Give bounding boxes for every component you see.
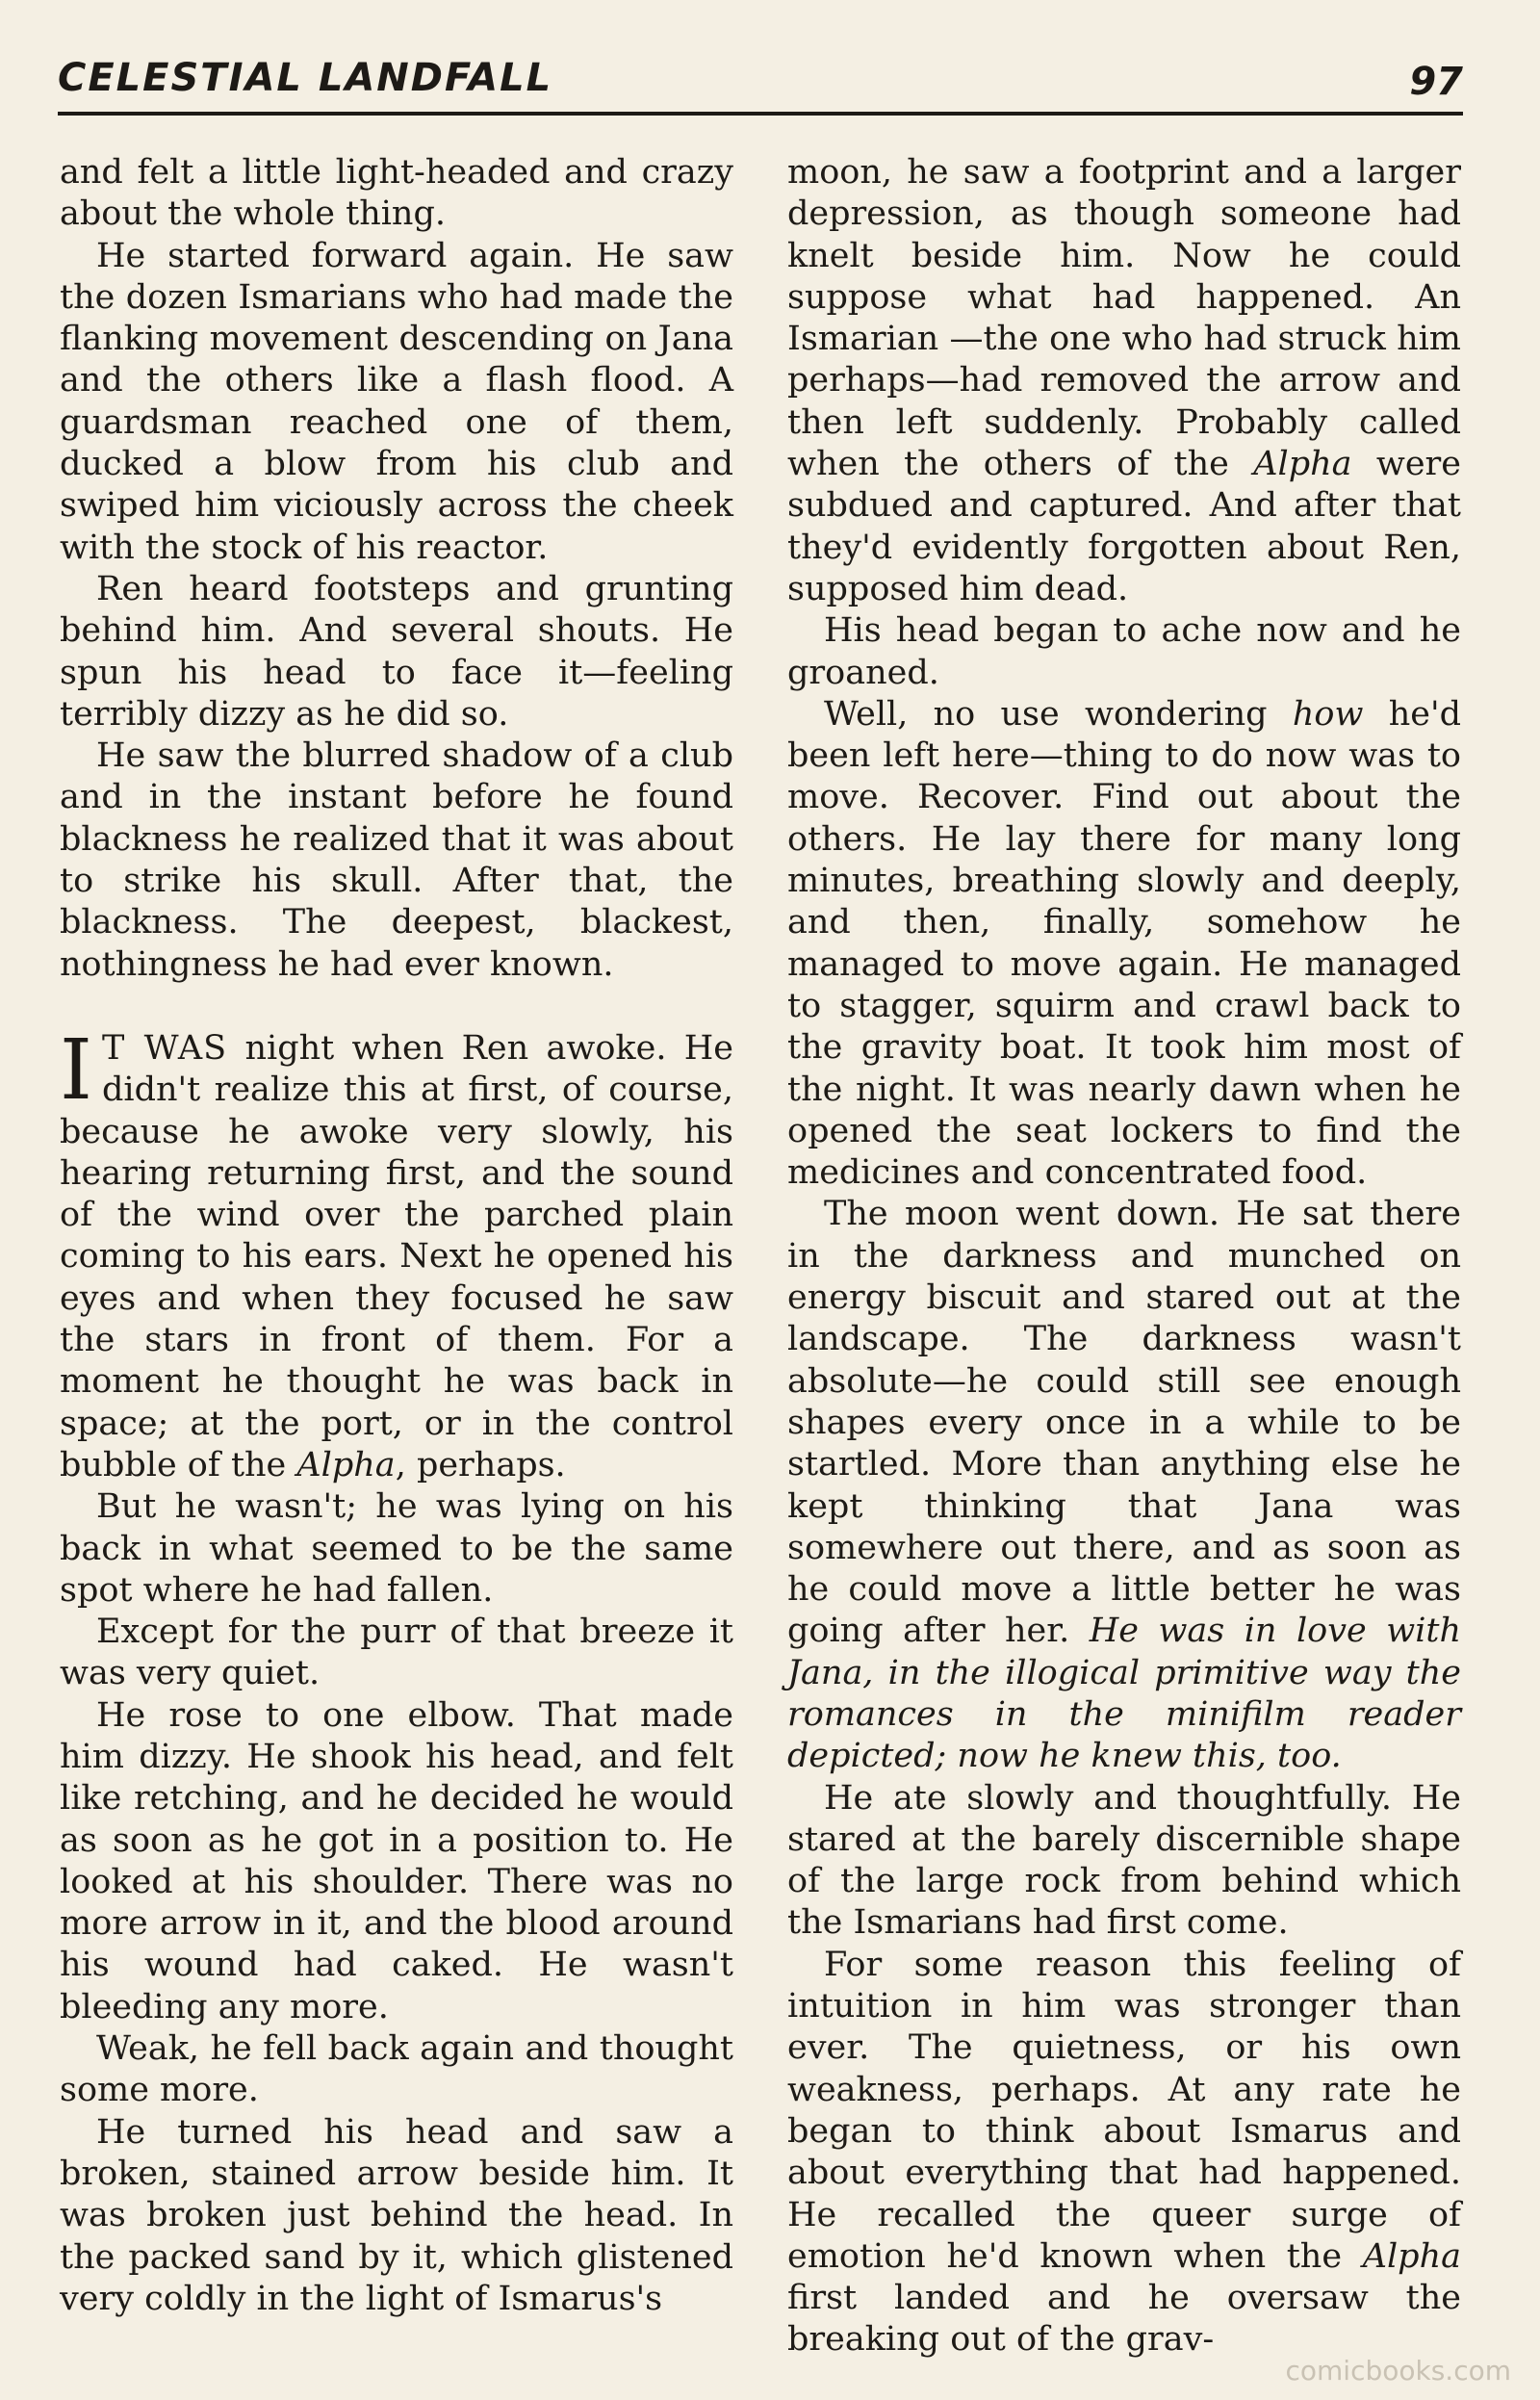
right-column bbox=[787, 152, 1461, 2361]
page-number: 97 bbox=[1409, 60, 1463, 104]
paragraph bbox=[787, 1194, 1461, 1777]
paragraph: He turned his head and saw a broken, stained arrow beside him. It was broken just behind the head. In the packed sand by it, which glistened very coldly in the light of Ismarus's bbox=[60, 2112, 733, 2318]
running-head: CELESTIAL LANDFALL bbox=[58, 56, 553, 100]
opening-caps: T WAS bbox=[101, 1028, 228, 1068]
paragraph-text: The moon went down. He sat there in the darkness and munched on energy biscuit and stared out at the landscape. The darkness wasn't absolute—he could still see enough shapes every once in a while to be startled. More than anything else he kept thinking that Jana was somewhere out there, and as soon as he could move a little better he was going after her. bbox=[787, 1195, 1461, 1651]
ship-name: Alpha bbox=[1253, 445, 1352, 484]
paragraph bbox=[787, 1945, 1461, 2361]
ship-name: Alpha bbox=[1362, 2236, 1461, 2276]
paragraph bbox=[787, 152, 1461, 610]
section-opening-paragraph bbox=[60, 1021, 733, 1486]
paragraph: He started forward again. He saw the dozen Ismarians who had made the flanking movement descending on Jana and the others like a flash flood. A guardsman reached one of them, ducked a blow from his club and swiped him viciously across the cheek with the stock of his reactor. bbox=[60, 236, 733, 567]
left-column bbox=[60, 152, 733, 2320]
paragraph-text: night when Ren awoke. He didn't realize this at first, of course, because he awoke very slowly, his hearing returning first, and the sound of the wind over the parched plain coming to his ears. Next he opened his eyes and when they focused he saw the stars in front of them. For a moment he thought he was back in space; at the port, or in the control bubble of the bbox=[60, 1028, 733, 1484]
paragraph-text: first landed and he oversaw the breaking out of the grav- bbox=[787, 2279, 1461, 2360]
paragraph: Ren heard footsteps and grunting behind him. And several shouts. He spun his head to face it—feeling terribly dizzy as he did so. bbox=[60, 569, 733, 734]
paragraph bbox=[787, 694, 1461, 1195]
paragraph: His head began to ache now and he groaned. bbox=[787, 611, 1461, 692]
paragraph: and felt a little light-headed and crazy about the whole thing. bbox=[60, 153, 733, 234]
paragraph: He rose to one elbow. That made him dizzy. He shook his head, and felt like retching, and he decided he would as soon as he got in a position to. He looked at his shoulder. There was no more arrow in it, and the blood around his wound had caked. He wasn't bleeding any more. bbox=[60, 1695, 733, 2026]
paragraph: He saw the blurred shadow of a club and in the instant before he found blackness he realized that it was about to strike his skull. After that, the blackness. The deepest, blackest, nothingness he had ever known. bbox=[60, 736, 733, 984]
paragraph-text: , perhaps. bbox=[395, 1445, 566, 1484]
drop-cap: I bbox=[60, 1021, 92, 1119]
italic-passage: He was in love with Jana, in the illogical primitive way the romances in the minifilm reader depicted; now he knew this, too. bbox=[787, 1612, 1461, 1776]
paragraph: He ate slowly and thoughtfully. He stared at the barely discernible shape of the large rock from behind which the Ismarians had first come. bbox=[787, 1778, 1461, 1943]
paragraph-text: he'd been left here—thing to do now was to move. Recover. Find out about the others. He lay there for many long minutes, breathing slowly and deeply, and then, finally, somehow he managed to move again. He managed to stagger, squirm and crawl back to the gravity boat. It took him most of the night. It was nearly dawn when he opened the seat lockers to find the medicines and concentrated food. bbox=[787, 694, 1461, 1193]
paragraph-text: moon, he saw a footprint and a larger depression, as though someone had knelt beside him. Now he could suppose what had happened. An Ismarian —the one who had struck him perhaps—had removed the arrow and then left suddenly. Probably called when the others of the bbox=[787, 153, 1461, 484]
paragraph: Weak, he fell back again and thought some more. bbox=[60, 2029, 733, 2110]
paragraph-text: Well, no use wondering bbox=[824, 694, 1293, 734]
header-rule bbox=[58, 112, 1463, 116]
paragraph: Except for the purr of that breeze it was very quiet. bbox=[60, 1613, 733, 1693]
paragraph: But he wasn't; he was lying on his back in what seemed to be the same spot where he had fallen. bbox=[60, 1487, 733, 1610]
watermark: comicbooks.com bbox=[1285, 2355, 1511, 2387]
ship-name: Alpha bbox=[296, 1445, 396, 1484]
emphasis: how bbox=[1292, 694, 1364, 734]
paragraph-text: were subdued and captured. And after that they'd evidently forgotten about Ren, supposed him dead. bbox=[787, 445, 1461, 608]
paragraph-text: For some reason this feeling of intuition in him was stronger than ever. The quietness, or his own weakness, perhaps. At any rate he began to think about Ismarus and about everything that had happened. He recalled the queer surge of emotion he'd known when the bbox=[787, 1945, 1461, 2276]
